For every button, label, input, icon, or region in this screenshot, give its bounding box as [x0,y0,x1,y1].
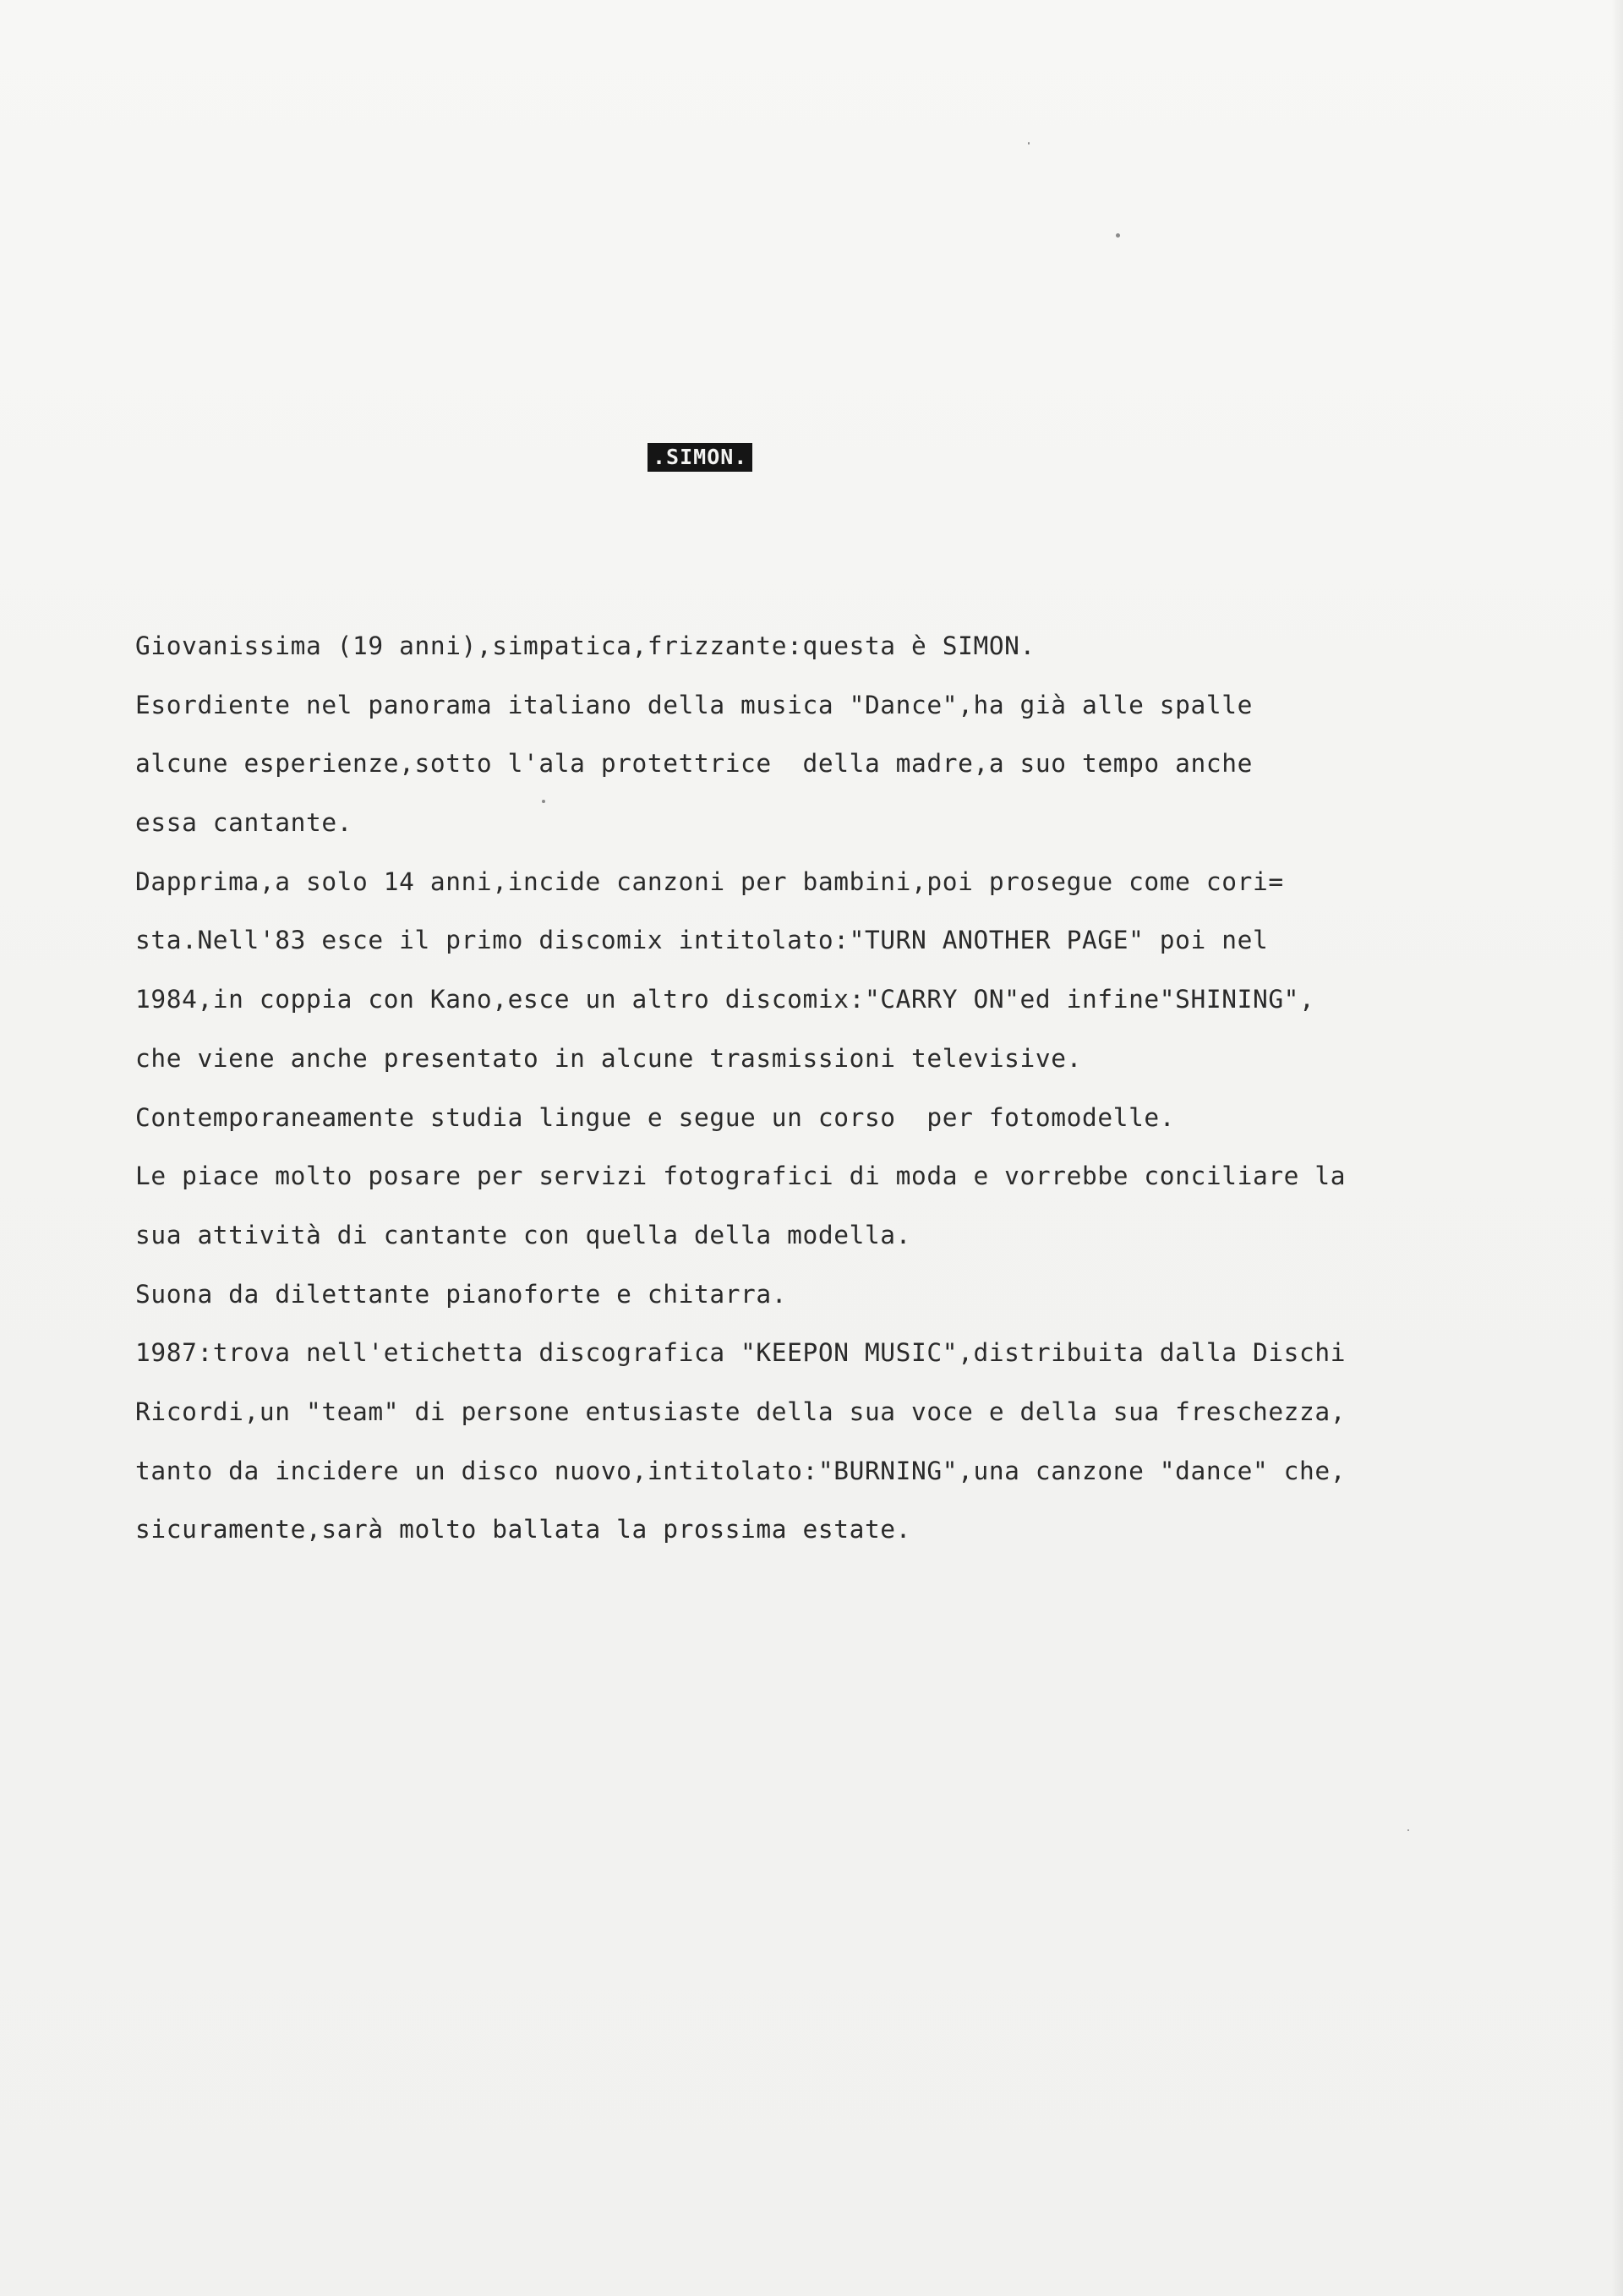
text-line: Giovanissima (19 anni),simpatica,frizzante:questa è SIMON. [135,631,1036,660]
paper-speck [1407,1829,1409,1831]
paper-speck [1028,142,1030,145]
document-body [135,617,1454,1560]
text-line: essa cantante. [135,808,353,838]
text-line: 1987:trova nell'etichetta discografica "KEEPON MUSIC",distribuita dalla Dischi [135,1338,1347,1368]
text-line: tanto da incidere un disco nuovo,intitolato:"BURNING",una canzone "dance" che, [135,1456,1347,1485]
text-line: sicuramente,sarà molto ballata la prossima estate. [135,1515,912,1544]
text-line: 1984,in coppia con Kano,esce un altro discomix:"CARRY ON"ed infine"SHINING", [135,985,1315,1014]
document-title: .SIMON. [648,443,752,472]
text-line: alcune esperienze,sotto l'ala protettrice della madre,a suo tempo anche [135,749,1253,779]
page-edge-shadow [1611,0,1623,2296]
text-line: Le piace molto posare per servizi fotografici di moda e vorrebbe conciliare la [135,1162,1347,1191]
text-line: sta.Nell'83 esce il primo discomix intitolato:"TURN ANOTHER PAGE" poi nel [135,926,1269,955]
text-line: sua attività di cantante con quella della modella. [135,1220,912,1249]
text-line: Dapprima,a solo 14 anni,incide canzoni per bambini,poi prosegue come cori= [135,866,1284,896]
text-line: Suona da dilettante pianoforte e chitarra. [135,1279,788,1309]
text-line: Esordiente nel panorama italiano della musica "Dance",ha già alle spalle [135,690,1253,719]
text-line: Ricordi,un "team" di persone entusiaste della sua voce e della sua freschezza, [135,1397,1347,1426]
text-line: che viene anche presentato in alcune trasmissioni televisive. [135,1043,1082,1073]
paper-speck [1116,233,1120,238]
text-line: Contemporaneamente studia lingue e segue un corso per fotomodelle. [135,1102,1176,1132]
